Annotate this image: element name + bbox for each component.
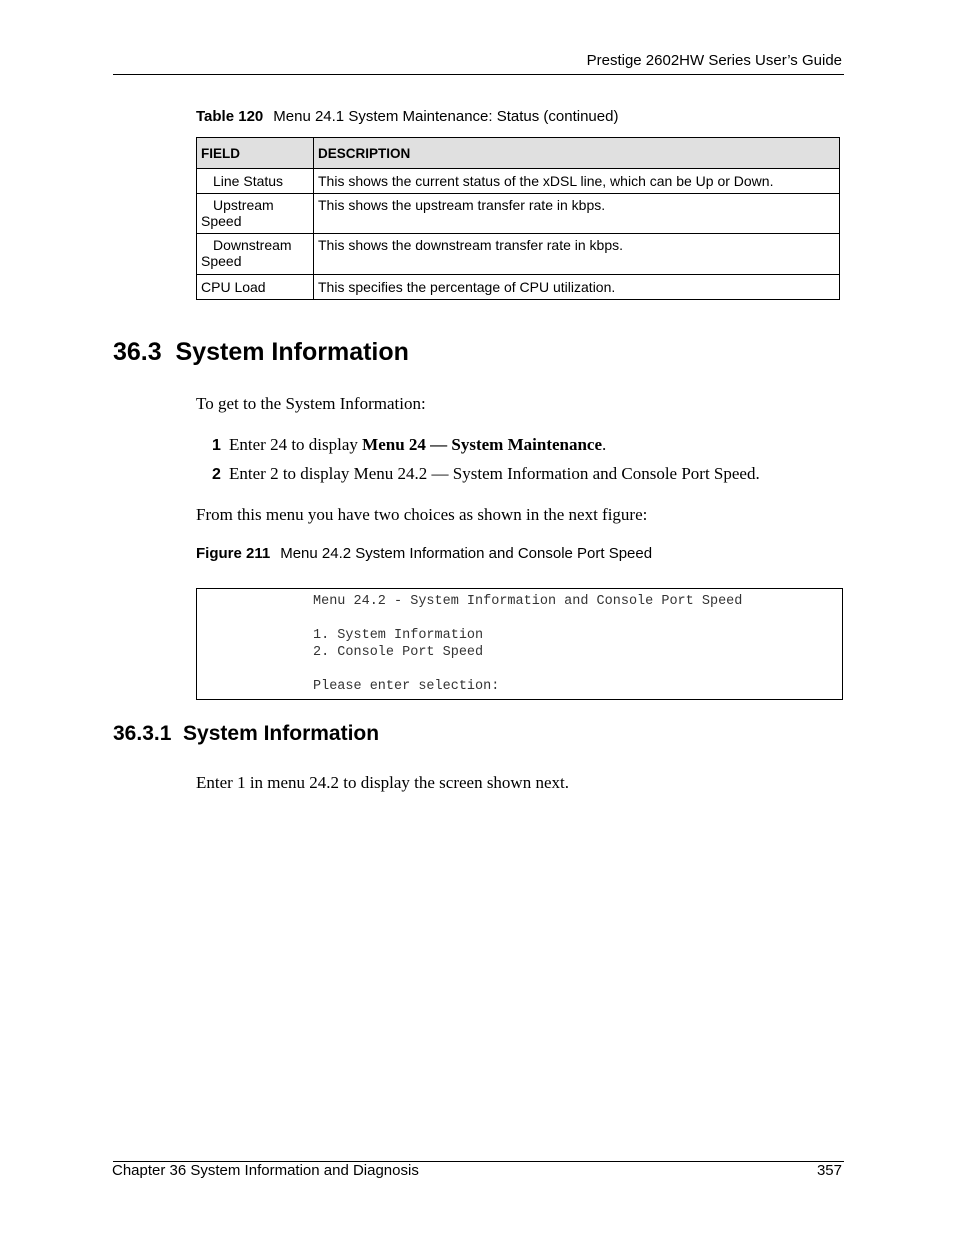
table-row xyxy=(197,275,840,300)
column-header-description: DESCRIPTION xyxy=(314,138,840,169)
description-cell: This shows the current status of the xDSL line, which can be Up or Down. xyxy=(314,169,840,194)
field-description-table xyxy=(196,137,840,300)
footer-chapter: Chapter 36 System Information and Diagnosis xyxy=(112,1162,419,1179)
description-cell: This shows the upstream transfer rate in kbps. xyxy=(314,194,840,234)
table-caption-text: Menu 24.1 System Maintenance: Status (continued) xyxy=(273,108,619,125)
field-cell xyxy=(197,169,314,194)
field-name: Line Status xyxy=(213,173,284,189)
step-1 xyxy=(212,435,606,455)
running-header: Prestige 2602HW Series User’s Guide xyxy=(586,52,842,69)
step-2 xyxy=(212,464,760,484)
figure-caption-text: Menu 24.2 System Information and Console Port Speed xyxy=(280,545,653,562)
header-rule xyxy=(113,74,844,75)
step-text: Enter 2 to display Menu 24.2 — System Information and Console Port Speed. xyxy=(229,464,760,483)
subsection-paragraph: Enter 1 in menu 24.2 to display the screen shown next. xyxy=(196,773,569,792)
figure-caption-label: Figure 211 xyxy=(196,545,271,562)
field-name: Downstream xyxy=(213,237,292,253)
figure-caption xyxy=(196,545,652,562)
menu-name: Menu 24 — System Maintenance xyxy=(362,435,603,454)
table-header-row xyxy=(197,138,840,169)
step-text-end: . xyxy=(602,435,607,454)
intro-paragraph: To get to the System Information: xyxy=(196,394,426,413)
step-number: 1 xyxy=(212,437,221,454)
section-heading: 36.3 System Information xyxy=(113,338,409,366)
console-text: Menu 24.2 - System Information and Console Port Speed 1. System Information 2. Console Port Speed Please enter selection: xyxy=(313,594,743,694)
table-row xyxy=(197,169,840,194)
field-cell: CPU Load xyxy=(197,275,314,300)
description-cell: This shows the downstream transfer rate in kbps. xyxy=(314,234,840,275)
table-row xyxy=(197,194,840,234)
field-name-cont: Speed xyxy=(201,213,242,229)
field-name-cont: Speed xyxy=(201,253,242,269)
column-header-field: FIELD xyxy=(197,138,314,169)
footer-page-number: 357 xyxy=(816,1162,842,1179)
field-cell xyxy=(197,234,314,275)
table-caption xyxy=(196,108,618,125)
step-text: Enter 24 to display xyxy=(229,435,363,454)
step-number: 2 xyxy=(212,466,221,483)
figure-intro-paragraph: From this menu you have two choices as shown in the next figure: xyxy=(196,505,648,524)
table-row xyxy=(197,234,840,275)
field-name: Upstream xyxy=(213,197,274,213)
subsection-heading: 36.3.1 System Information xyxy=(113,722,380,745)
field-cell xyxy=(197,194,314,234)
console-screen xyxy=(196,588,843,700)
description-cell: This specifies the percentage of CPU utilization. xyxy=(314,275,840,300)
table-caption-label: Table 120 xyxy=(196,108,264,125)
